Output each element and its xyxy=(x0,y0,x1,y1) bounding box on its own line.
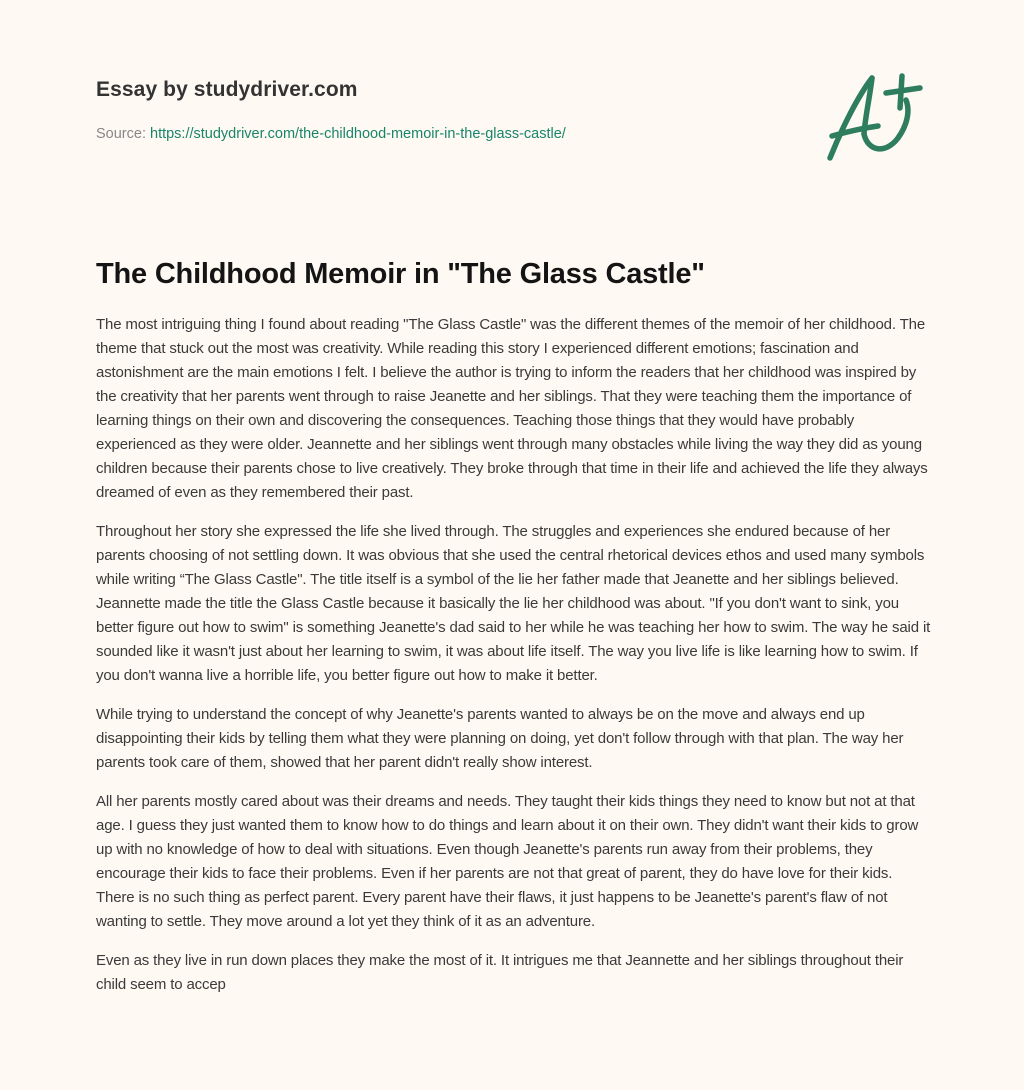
a-plus-grade-icon xyxy=(820,66,930,166)
essay-body xyxy=(96,313,932,1012)
page-header xyxy=(96,76,796,144)
essay-paragraph: All her parents mostly cared about was their dreams and needs. They taught their kids things they need to know but not at that age. I guess they just wanted them to know how to do things and learn about it on their own. They didn't want their kids to grow up with no knowledge of how to deal with situations. Even though Jeanette's parents run away from their problems, they encourage their kids to face their problems. Even if her parents are not that great of parent, they do have love for their kids. There is no such thing as perfect parent. Every parent have their flaws, it just happens to be Jeanette's parent's flaw of not wanting to settle. They move around a lot yet they think of it as an adventure. xyxy=(96,793,919,930)
essay-paragraph: The most intriguing thing I found about reading "The Glass Castle" was the different themes of the memoir of her childhood. The theme that stuck out the most was creativity. While reading this story I experienced different emotions; fascination and astonishment are the main emotions I felt. I believe the author is trying to inform the readers that her childhood was inspired by the creativity that her parents went through to raise Jeanette and her siblings. That they were teaching them the importance of learning things on their own and discovering the consequences. Teaching those things that they would have probably experienced as they were older. Jeannette and her siblings went through many obstacles while living the way they did as young children because their parents chose to live creatively. They broke through that time in their life and achieved the life they always dreamed of even as they remembered their past. xyxy=(96,316,928,501)
essay-paragraph: Throughout her story she expressed the life she lived through. The struggles and experiences she endured because of her parents choosing of not settling down. It was obvious that she used the central rhetorical devices ethos and used many symbols while writing “The Glass Castle". The title itself is a symbol of the lie her father made that Jeanette and her siblings believed. Jeannette made the title the Glass Castle because it basically the lie her childhood was about. "If you don't want to sink, you better figure out how to swim" is something Jeanette's dad said to her while he was teaching her how to swim. The way he said it sounded like it wasn't just about her learning to swim, it was about life itself. The way you live life is like learning how to swim. If you don't wanna live a horrible life, you better figure out how to make it better. xyxy=(96,523,931,684)
source-label: Source: xyxy=(96,126,150,142)
source-line xyxy=(96,124,796,144)
essay-title: The Childhood Memoir in "The Glass Castle" xyxy=(96,258,705,290)
essay-paragraph: Even as they live in run down places they make the most of it. It intrigues me that Jeannette and her siblings throughout their child seem to accep xyxy=(96,952,904,993)
essay-paragraph: While trying to understand the concept of why Jeanette's parents wanted to always be on the move and always end up disappointing their kids by telling them what they were planning on doing, yet don't follow through with that plan. The way her parents took care of them, showed that her parent didn't really show interest. xyxy=(96,706,904,771)
site-title: Essay by studydriver.com xyxy=(96,78,358,101)
source-link[interactable]: https://studydriver.com/the-childhood-memoir-in-the-glass-castle/ xyxy=(150,126,566,142)
